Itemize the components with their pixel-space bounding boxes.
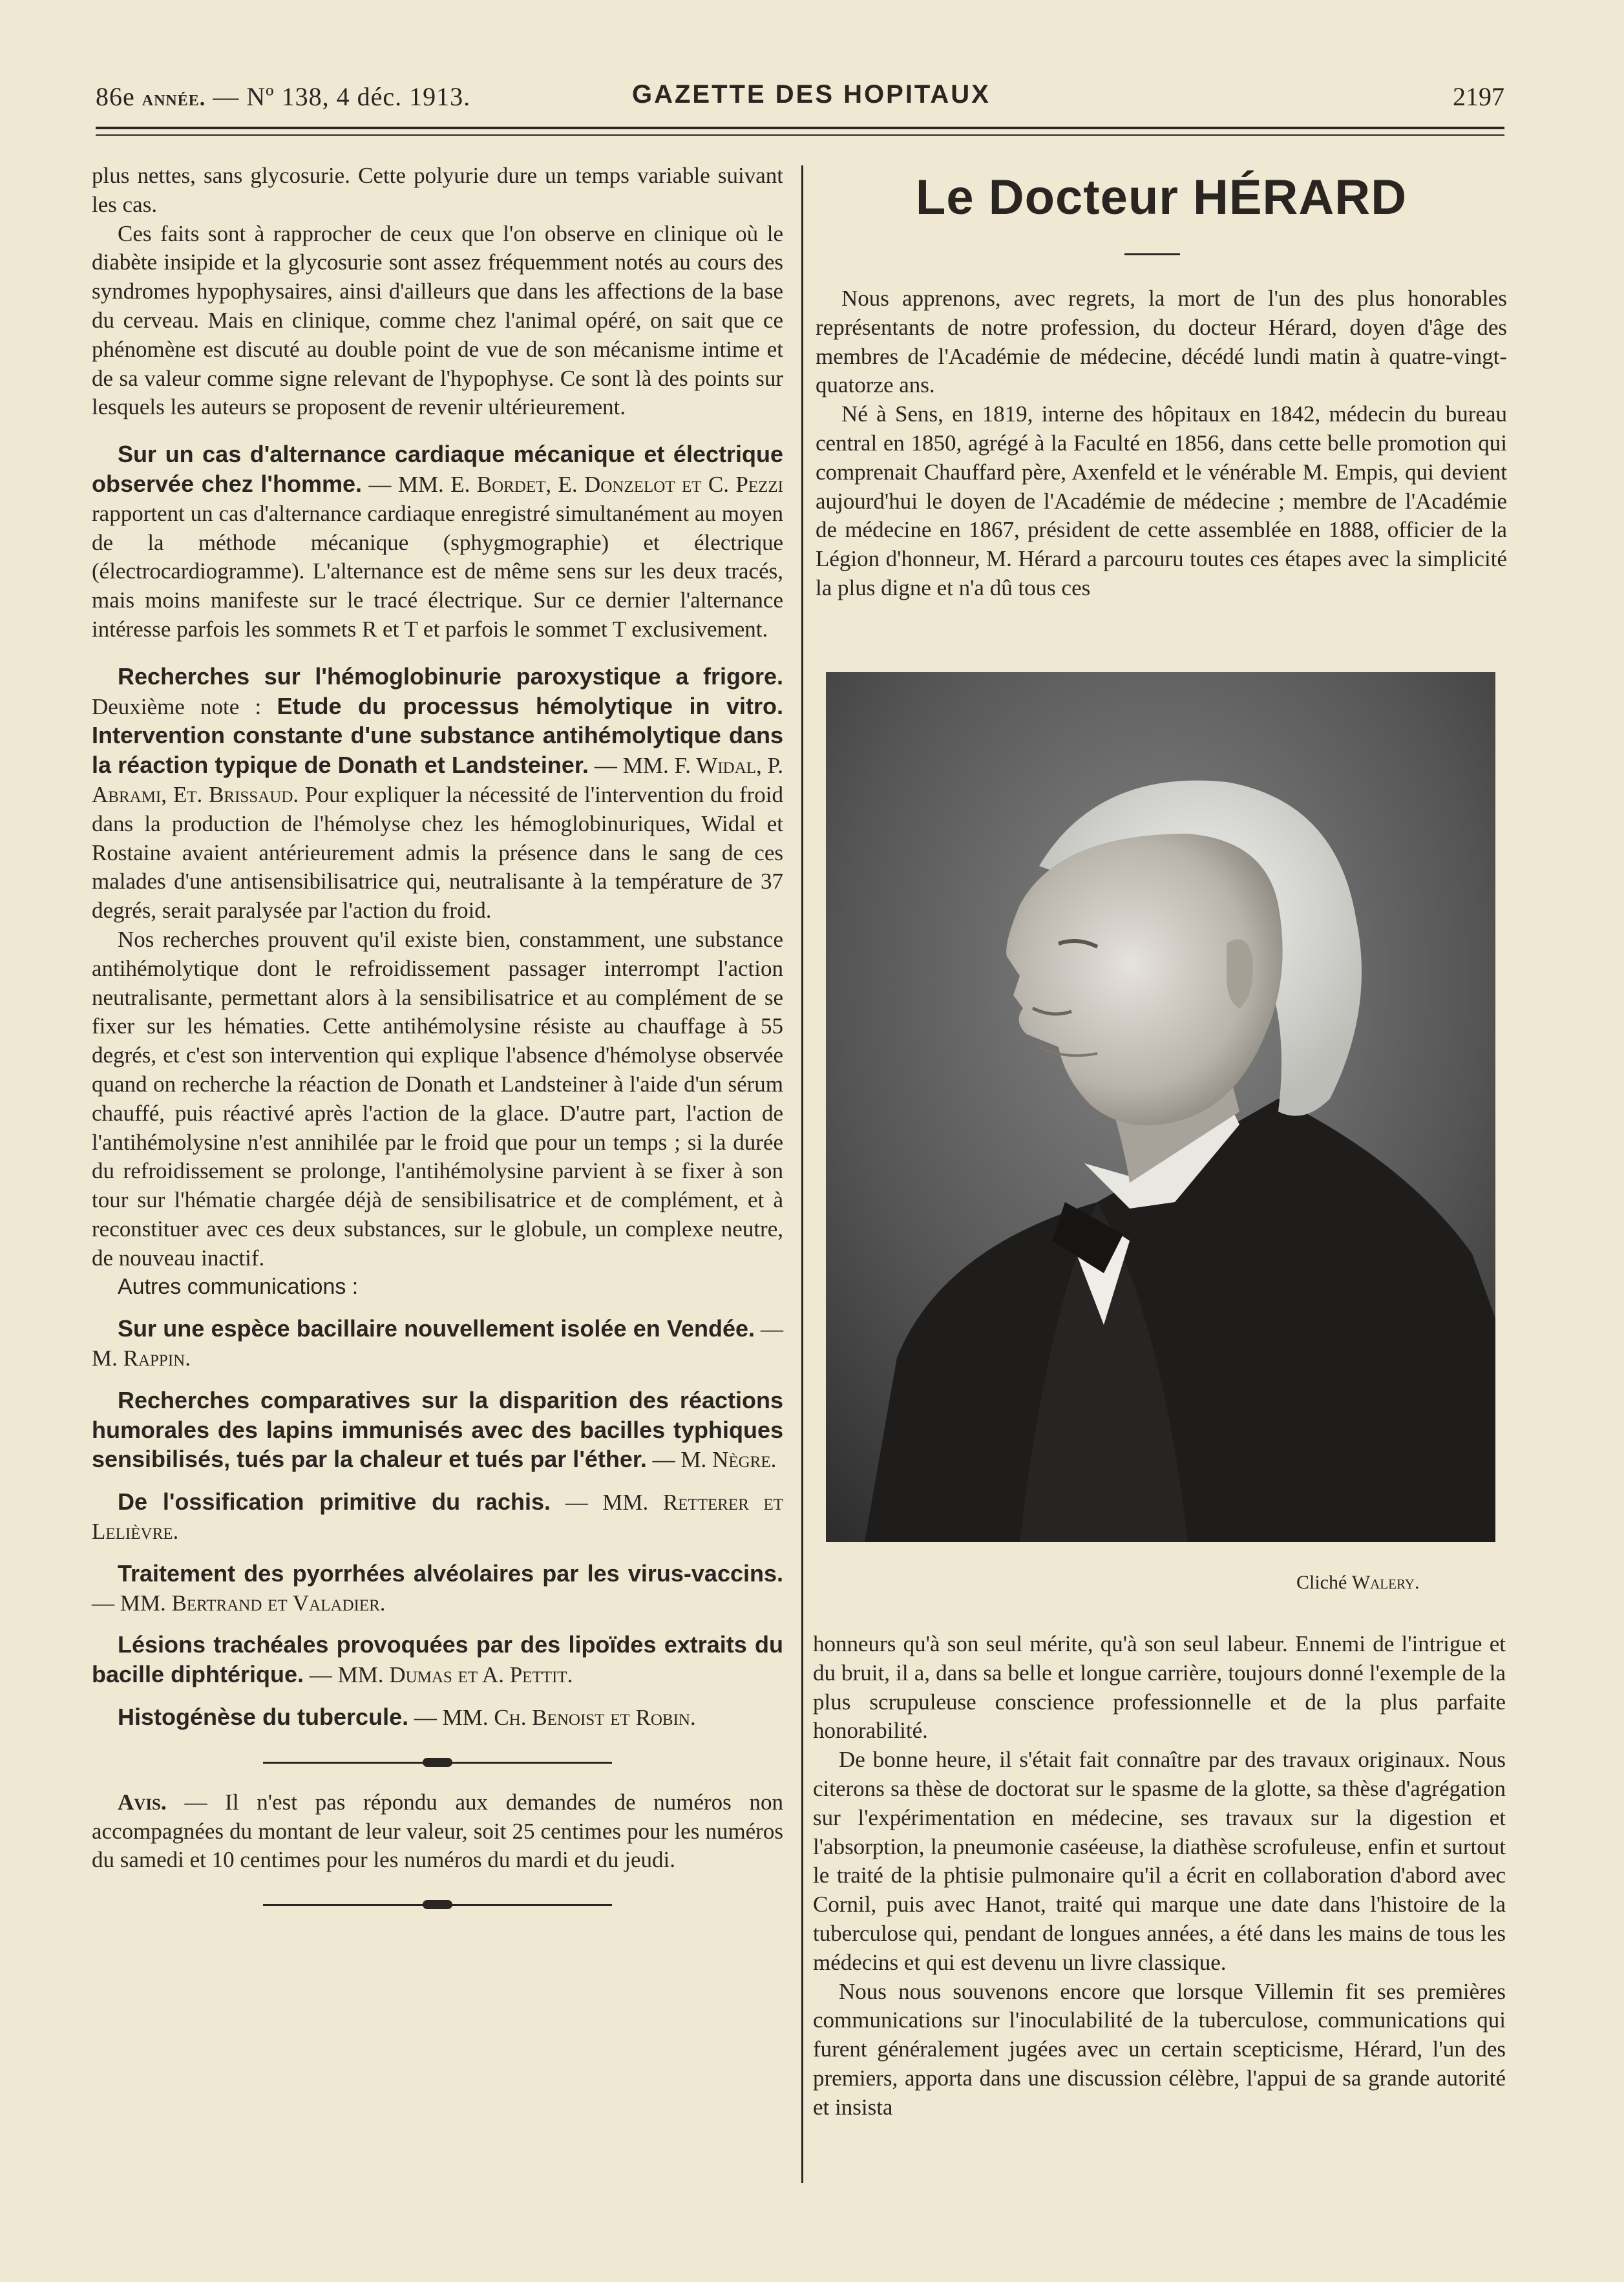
caption-photographer: Walery. xyxy=(1351,1572,1420,1593)
obituary-title: Le Docteur HÉRARD xyxy=(915,170,1408,225)
title-rule xyxy=(1124,253,1180,255)
communication-item xyxy=(92,1631,783,1690)
avis-label: Avis. xyxy=(118,1789,167,1815)
communication-authors: — M. Rappin. xyxy=(92,1316,783,1371)
paragraph: honneurs qu'à son seul mérite, qu'à son seul labeur. Ennemi de l'intrigue et du bruit, il a, dans sa belle et longue carrière, toujours donné l'exemple de la plus scrupuleuse conscience professionnelle et de la plus parfaite honorabilité. xyxy=(813,1631,1506,1744)
avis-notice xyxy=(92,1788,783,1875)
photo-caption xyxy=(1296,1572,1419,1594)
communication-title: Recherches comparatives sur la disparition des réactions humorales des lapins immunisés avec des bacilles typhiques sensibilisés, tués par la chaleur et tués par l'éther. xyxy=(92,1386,783,1473)
paragraph: Né à Sens, en 1819, interne des hôpitaux en 1842, médecin du bureau central en 1850, agrégé à la Faculté en 1856, dans cette belle promotion qui comprenait Chauffard père, Axenfeld et le vénérable M. Empis, qui devient aujourd'hui le doyen de l'Académie de médecine ; membre de l'Académie de médecine en 1867, président de cette assemblée en 1888, officier de la Légion d'honneur, M. Hérard a parcouru toutes ces étapes avec la simplicité la plus digne et n'a dû tous ces xyxy=(816,401,1507,600)
communication-authors: — M. Nègre. xyxy=(652,1447,777,1473)
header-rule xyxy=(96,127,1504,129)
page-number: 2197 xyxy=(1453,82,1504,111)
communication-authors: — MM. Bertrand et Valadier. xyxy=(92,1590,386,1616)
communication-item xyxy=(92,1488,783,1547)
communication-authors: — MM. Dumas et A. Pettit. xyxy=(309,1662,573,1688)
column-divider xyxy=(801,165,803,2183)
paragraph: Nos recherches prouvent qu'il existe bien, constamment, une substance antihémolytique dont le refroidissement passager interrompt l'action neutralisante, permettant alors à la sensibilisatrice et au complément de se fixer sur les hématies. Cette antihémolysine résiste au chauffage à 55 degrés, et c'est son intervention qui explique l'absence d'hémolyse observée quand on recherche la réaction de Donath et Landsteiner à l'aide d'un sérum chauffé, puis réactivé après l'action de la glace. D'autre part, l'action de l'antihémolysine n'est annihilée par le froid que pour un temps ; si la durée du refroidissement se prolonge, l'antihémolysine parvient à se fixer à son tour sur l'hématie chargée déjà de sensibilisatrice et de complément, et à reconstituer avec ces deux substances, sur le globule, un complexe neutre, de nouveau inactif. xyxy=(92,926,783,1271)
communication-title: Traitement des pyorrhées alvéolaires par les virus-vaccins. xyxy=(118,1559,783,1587)
ornament-divider xyxy=(263,1898,612,1911)
article-body xyxy=(92,440,783,644)
paragraph: Nous nous souvenons encore que lorsque Villemin fit ses premières communications sur l'inoculabilité de la tuberculose, communications qui furent généralement jugées avec un certain scepticisme, Hérard, l'un des premiers, apporta dans une discussion célèbre, l'appui de sa grande autorité et insista xyxy=(813,1978,1506,2120)
paragraph: Nous apprenons, avec regrets, la mort de l'un des plus honorables représentants de notre profession, du docteur Hérard, doyen d'âge des membres de l'Académie de médecine, décédé lundi matin à quatre-vingt-quatorze ans. xyxy=(816,286,1507,398)
article-authors: E. Bordet, E. Donzelot et C. Pezzi xyxy=(450,471,783,497)
article-subtitle: Etude du processus hémolytique in vitro. Intervention constante d'une substance antihémolytique dans la réaction typique de Donath et Landsteiner. xyxy=(92,692,783,779)
communication-title: Lésions trachéales provoquées par des lipoïdes extraits du bacille diphtérique. xyxy=(92,1631,783,1688)
paragraph: plus nettes, sans glycosurie. Cette polyurie dure un temps variable suivant les cas. xyxy=(92,163,783,217)
paragraph: De bonne heure, il s'était fait connaître par des travaux originaux. Nous citerons sa thèse de doctorat sur le spasme de la glotte, sa thèse d'agrégation sur l'expérimentation en médecine, ses travaux sur la digestion et l'absorption, la pneumonie caséeuse, la diathèse scrofuleuse, enfin et surtout le traité de la phtisie pulmonaire qu'il a écrit en collaboration d'abord avec Cornil, puis avec Hanot, traité qui marque une date dans l'histoire de la tuberculose qui, pendant de longues années, a été dans les mains de tous les médecins et qui est devenu un livre classique. xyxy=(813,1747,1506,1975)
communication-authors: — MM. Ch. Benoist et Robin. xyxy=(414,1705,696,1731)
left-column xyxy=(92,162,783,1930)
article-text: rapportent un cas d'alternance cardiaque enregistré simultanément au moyen de la méthode mécanique (sphygmographie) et électrique (électrocardiogramme). L'alternance est de même sens sur les deux tracés, mais moins manifeste sur le tracé électrique. Sur ce dernier l'alternance intéresse parfois les sommets R et T et parfois le sommet T exclusivement. xyxy=(92,500,783,642)
avis-text: — Il n'est pas répondu aux demandes de numéros non accompagnées du montant de leur valeur, soit 25 centimes pour les numéros du samedi et 10 centimes pour les numéros du mardi et du jeudi. xyxy=(92,1789,783,1873)
running-header xyxy=(96,76,1504,116)
right-column-top xyxy=(816,284,1507,603)
article-title: Sur un cas d'alternance cardiaque mécanique et électrique observée chez l'homme. xyxy=(92,441,783,497)
communication-item xyxy=(92,1703,783,1733)
authors-prefix: — MM. xyxy=(594,753,675,779)
article-authors: F. Widal, P. Abrami, Et. Brissaud. xyxy=(92,753,784,807)
header-rule-thin xyxy=(96,134,1504,136)
communication-authors: — MM. Retterer et Lelièvre. xyxy=(92,1490,783,1545)
authors-prefix: — MM. xyxy=(368,471,451,497)
portrait-illustration xyxy=(826,672,1495,1542)
communication-title: Sur une espèce bacillaire nouvellement isolée en Vendée. xyxy=(118,1315,755,1342)
portrait-photo xyxy=(826,672,1495,1542)
article-note: Deuxième note : xyxy=(92,693,262,719)
issue-number: — Nº 138, 4 déc. 1913. xyxy=(213,82,471,111)
year-label: année. xyxy=(142,87,206,111)
article-alternance xyxy=(92,440,783,644)
communication-title: De l'ossification primitive du rachis. xyxy=(118,1488,551,1516)
communication-title: Histogénèse du tubercule. xyxy=(118,1704,409,1731)
right-column-bottom xyxy=(813,1630,1506,2122)
caption-prefix: Cliché xyxy=(1296,1572,1347,1593)
issue-info xyxy=(96,81,470,112)
communication-item xyxy=(92,1559,783,1618)
autres-communications-heading: Autres communications : xyxy=(118,1274,359,1300)
article-hemoglobinurie xyxy=(92,662,783,1273)
article-title: Recherches sur l'hémoglobinurie paroxystique a frigore. xyxy=(118,662,783,690)
communication-item xyxy=(92,1315,783,1373)
article-body xyxy=(92,662,783,925)
communication-item xyxy=(92,1386,783,1475)
paragraph: Ces faits sont à rapprocher de ceux que l'on observe en clinique où le diabète insipide et la glycosurie sont assez fréquemment notés au cours des syndromes hypophysaires, ainsi d'ailleurs que dans les affections de la base du cerveau. Mais en clinique, comme chez l'animal opéré, on sait que ce phénomène est discuté au double point de vue de son mécanisme intime et de sa valeur comme signe relevant de l'hypophyse. Ce sont là des points sur lesquels les auteurs se proposent de revenir ultérieurement. xyxy=(92,220,783,420)
journal-title: GAZETTE DES HOPITAUX xyxy=(632,80,991,109)
article-text: Pour expliquer la nécessité de l'intervention du froid dans la production de l'hémolyse chez les hémoglobinuriques, Widal et Rostaine avaient antérieurement admis la présence dans le sang de ces malades d'une antisensibilisatrice qui, neutralisante à la température de 37 degrés, serait paralysée par l'action du froid. xyxy=(92,781,783,924)
year-number: 86e xyxy=(96,82,135,111)
ornament-divider xyxy=(263,1756,612,1769)
